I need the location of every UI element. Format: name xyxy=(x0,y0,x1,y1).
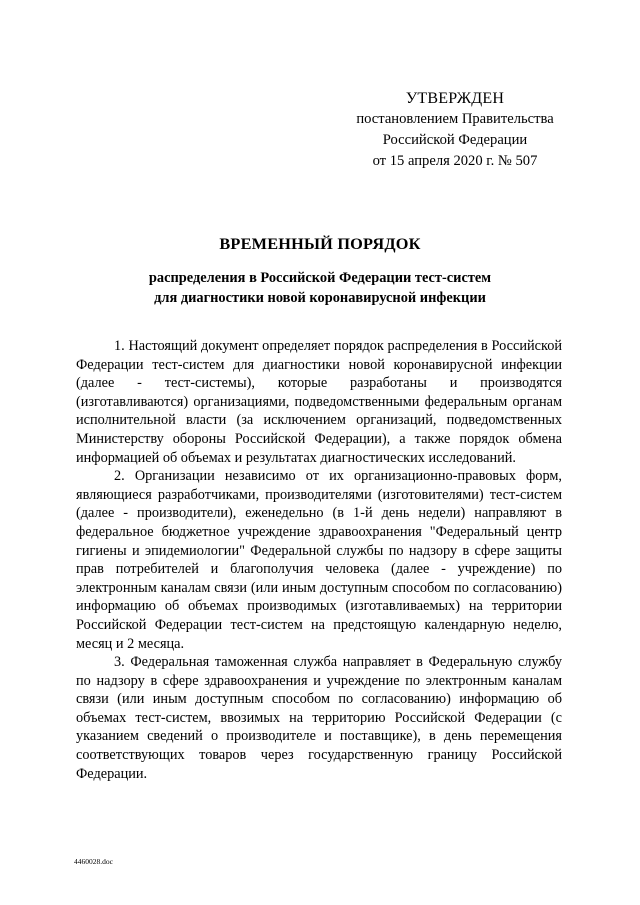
approval-stamp xyxy=(340,88,570,172)
document-title: ВРЕМЕННЫЙ ПОРЯДОК xyxy=(219,234,421,253)
paragraph-3: 3. Федеральная таможенная служба направляет в Федеральную службу по надзору в сфере здравоохранения и учреждение по электронным каналам связи (или иным доступным способом по согласованию) информацию об объемах тест-систем, ввозимых на территорию Российской Федерации (с указанием сведений о производителе и поставщике), в день перемещения соответствующих товаров через государственную границу Российской Федерации. xyxy=(76,654,562,782)
approval-government-line: Российской Федерации xyxy=(382,132,528,148)
paragraph-2: 2. Организации независимо от их организационно-правовых форм, являющиеся разработчиками, производителями (изготовителями) тест-систем (далее - производители), еженедельно (в 1-й день недели) направляют в федеральное бюджетное учреждение здравоохранения "Федеральный центр гигиены и эпидемиологии" Федеральной службы по надзору в сфере защиты прав потребителей и благополучия человека (далее - учреждение) по электронным каналам связи (или иным доступным способом по согласованию) информацию об объемах производимых (изготавливаемых) на территории Российской Федерации тест-систем на предстоящую календарную неделю, месяц и 2 месяца. xyxy=(76,468,562,652)
approval-decree-line: постановлением Правительства xyxy=(356,111,554,127)
document-title-block xyxy=(60,234,580,308)
document-subtitle-line-1: распределения в Российской Федерации тест-систем xyxy=(148,270,492,286)
document-file-id: 4460028.doc xyxy=(74,857,113,866)
approval-date-number: от 15 апреля 2020 г. № 507 xyxy=(372,153,538,169)
document-subtitle-line-2: для диагностики новой коронавирусной инфекции xyxy=(154,290,486,306)
document-body xyxy=(76,337,562,783)
approved-heading: УТВЕРЖДЕН xyxy=(405,90,505,107)
paragraph-1: 1. Настоящий документ определяет порядок распределения в Российской Федерации тест-систем для диагностики новой коронавирусной инфекции (далее - тест-системы), которые разработаны и производятся (изготавливаются) организациями, подведомственными федеральным органам исполнительной власти (за исключением организаций, подведомственных Министерству обороны Российской Федерации), а также порядок обмена информацией об объемах и результатах диагностических исследований. xyxy=(76,338,562,466)
